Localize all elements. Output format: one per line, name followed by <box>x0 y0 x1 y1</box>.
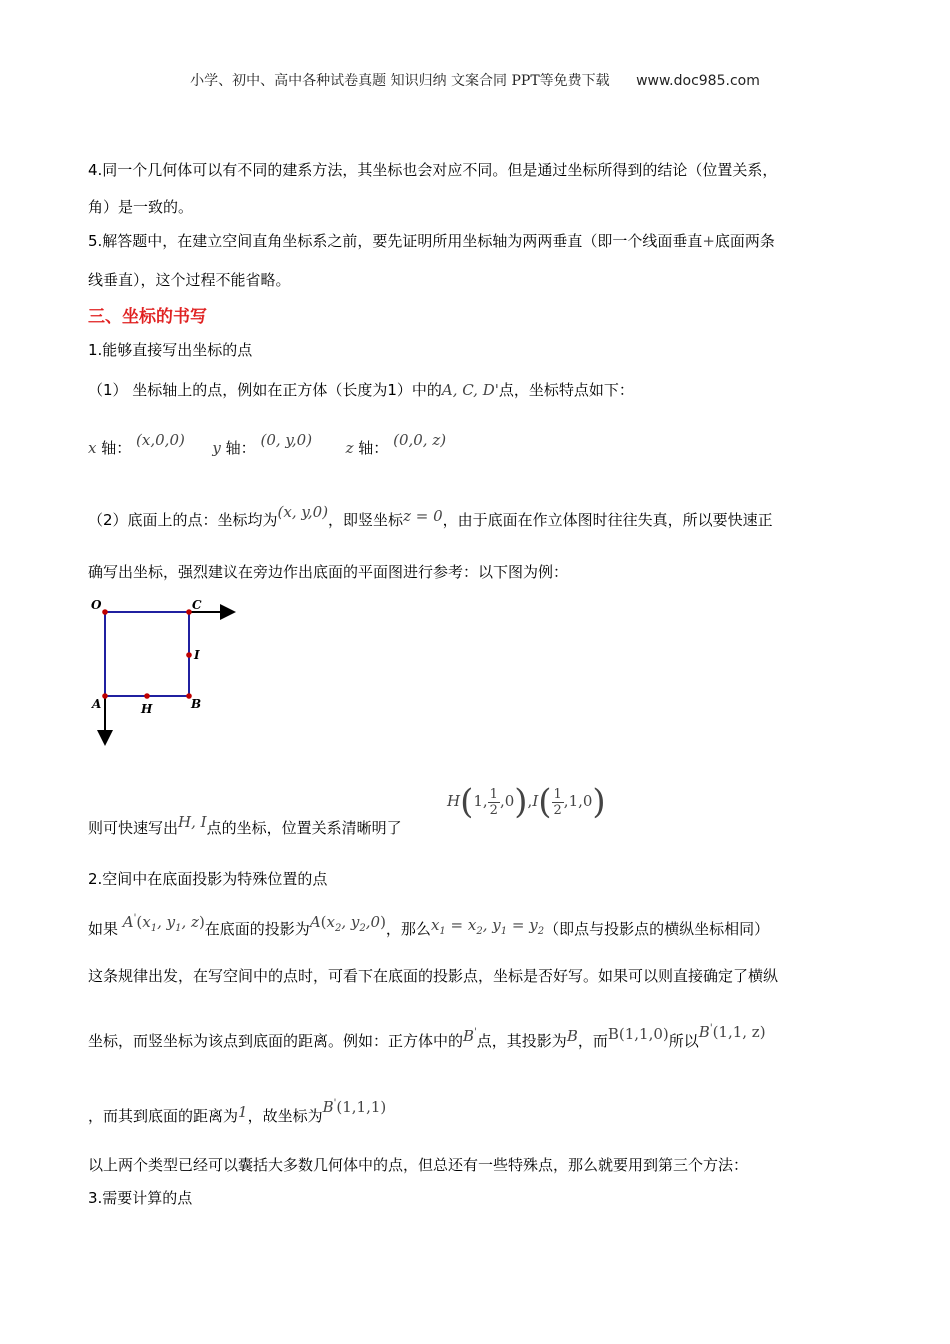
para4-line2: 角）是一致的。 <box>88 198 194 216</box>
i-var: I <box>532 792 539 810</box>
hi-coords: H(1, $\frac{1}{2}$ ,0),I( $\frac{1}{2}$ ,1,0) <box>447 782 606 822</box>
plus-sign: + <box>702 232 715 250</box>
quick-line <box>88 813 402 838</box>
item2-line4 <box>88 1098 387 1126</box>
item1-sub1 <box>88 380 634 400</box>
sub2-pre: （2）底面上的点：坐标均为 <box>88 511 278 529</box>
point-h <box>144 693 150 699</box>
header-text: 小学、初中、高中各种试卷真题 知识归纳 文案合同 PPT等免费下载 <box>190 73 610 89</box>
sub2-post: ，由于底面在作立体图时往往失真，所以要快速正 <box>442 511 773 529</box>
item3-title: 3.需要计算的点 <box>88 1189 193 1207</box>
b-prime: B' <box>463 1027 477 1045</box>
item2-line3 <box>88 1023 766 1051</box>
z-var: z <box>345 439 354 457</box>
point-a <box>102 693 108 699</box>
label-h: H <box>141 702 153 716</box>
b-var: B <box>566 1027 578 1045</box>
point-i <box>186 652 192 658</box>
x-axis-label: 轴： <box>101 439 132 457</box>
quick-pre: 则可快速写出 <box>88 819 179 837</box>
b-prime-final: B'(1,1,1) <box>322 1098 387 1116</box>
para4-line1: 4.同一个几何体可以有不同的建系方法，其坐标也会对应不同。但是通过坐标所得到的结论（位置关系， <box>88 161 778 179</box>
item2-line3-mid3: 所以 <box>668 1032 699 1050</box>
item2-post: （即点与投影点的横纵坐标相同） <box>544 920 770 938</box>
x-coord: (x,0,0) <box>136 431 185 449</box>
item2-pre: 如果 <box>88 920 119 938</box>
square <box>105 612 189 696</box>
label-o: O <box>91 598 102 612</box>
sub1-pre: （1） 坐标轴上的点，例如在正方体（长度为1）中的 <box>88 381 442 399</box>
item2-line3-mid2: ，而 <box>577 1032 608 1050</box>
item2-line3-mid1: 点，其投影为 <box>476 1032 567 1050</box>
h-one: 1, <box>473 792 488 810</box>
point-c <box>186 609 192 615</box>
item1-sub2 <box>88 503 773 530</box>
axis-row <box>88 431 447 458</box>
item2-mid1: 在底面的投影为 <box>204 920 310 938</box>
item2-line4-mid: ，故坐标为 <box>247 1107 323 1125</box>
item2-line1 <box>88 913 770 946</box>
y-coord: (0, y,0) <box>260 431 313 449</box>
sub2-math2: z = 0 <box>403 507 443 525</box>
equality: $x_1 = x_2$, $y_1 = y_2$ <box>430 916 545 937</box>
item2-line3-pre: 坐标，而竖坐标为该点到底面的距离。例如：正方体中的 <box>88 1032 464 1050</box>
i-rest: ,1,0 <box>563 792 593 810</box>
z-coord: (0,0, z) <box>393 431 447 449</box>
sub2-mid: ，即竖坐标 <box>328 511 404 529</box>
quick-math: H, I <box>178 813 207 831</box>
y-var: y <box>212 439 221 457</box>
label-a: A <box>92 697 102 711</box>
sub2-math1: (x, y,0) <box>277 503 329 521</box>
item2-title: 2.空间中在底面投影为特殊位置的点 <box>88 870 328 888</box>
para5-line1-text: 5.解答题中，在建立空间直角坐标系之前，要先证明所用坐标轴为两两垂直（即一个线面垂直 <box>88 232 703 250</box>
item1-title: 1.能够直接写出坐标的点 <box>88 341 253 359</box>
x-var: x <box>88 439 97 457</box>
para5-line1-end: 底面两条 <box>714 232 775 250</box>
square-figure <box>86 590 246 750</box>
item2-line2: 这条规律出发，在写空间中的点时，可看下在底面的投影点，坐标是否好写。如果可以则直接确定了横纵 <box>88 967 779 985</box>
b-coord: B(1,1,0) <box>607 1025 669 1043</box>
label-i: I <box>194 648 200 662</box>
y-axis-label: 轴： <box>225 439 256 457</box>
h-var: H <box>447 792 461 810</box>
para5-line2: 线垂直），这个过程不能省略。 <box>88 271 291 289</box>
label-b: B <box>191 697 202 711</box>
summary: 以上两个类型已经可以囊括大多数几何体中的点，但总还有一些特殊点，那么就要用到第三个方法： <box>88 1156 749 1174</box>
item2-mid2: ，那么 <box>385 920 431 938</box>
quick-post: 点的坐标，位置关系清晰明了 <box>206 819 402 837</box>
sub1-math: A, C, D' <box>441 381 499 399</box>
z-axis-label: 轴： <box>358 439 389 457</box>
a-prime-coord: $A'(x_1$, $y_1$, z) <box>122 913 205 934</box>
h-zero: ,0 <box>499 792 515 810</box>
point-o <box>102 609 108 615</box>
h-frac: $\frac{1}{2}$ <box>489 786 498 818</box>
label-c: C <box>192 598 202 612</box>
item2-line4-pre: ，而其到底面的距离为 <box>88 1107 239 1125</box>
section-title: 三、坐标的书写 <box>88 307 207 327</box>
page-header <box>0 70 950 90</box>
sub1-post: 点，坐标特点如下： <box>498 381 634 399</box>
a-coord: $A(x_2$, $y_2,0$) <box>309 913 386 934</box>
b-prime-coord: B'(1,1, z) <box>698 1023 766 1041</box>
para5-line1 <box>88 231 775 251</box>
item1-sub2-line2: 确写出坐标，强烈建议在旁边作出底面的平面图进行参考：以下图为例： <box>88 563 569 581</box>
i-frac: $\frac{1}{2}$ <box>553 786 562 818</box>
distance-one: 1 <box>238 1103 248 1121</box>
header-url[interactable]: www.doc985.com <box>636 73 760 89</box>
